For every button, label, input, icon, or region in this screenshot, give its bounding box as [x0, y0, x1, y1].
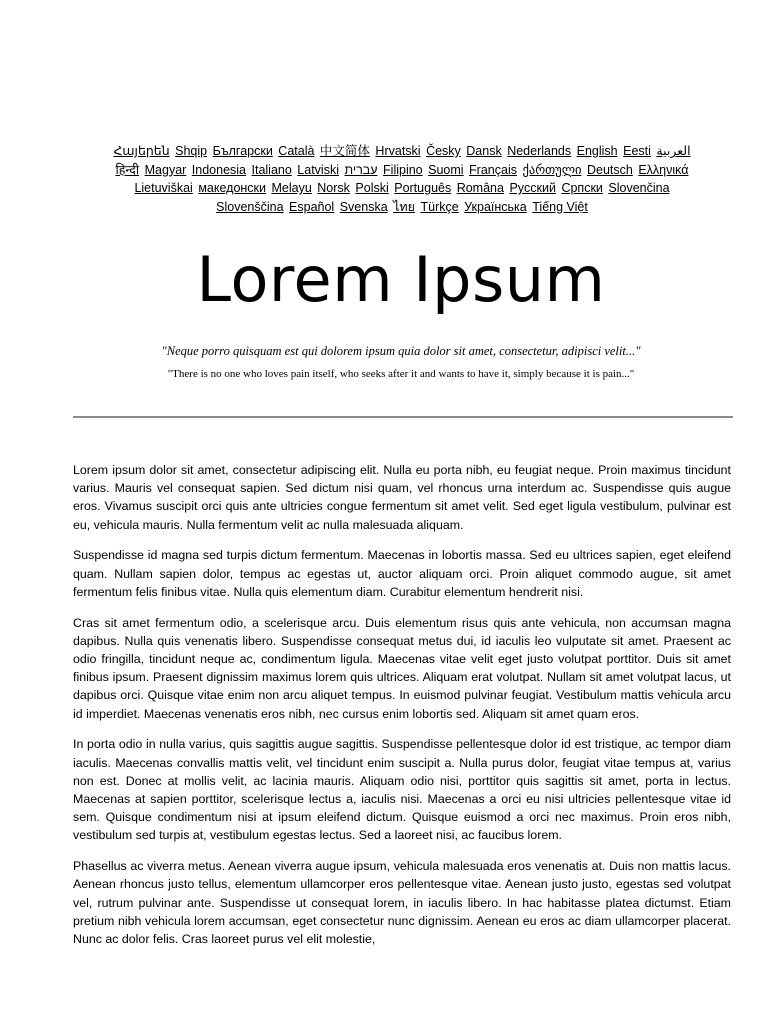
paragraph: Phasellus ac viverra metus. Aenean viverra augue ipsum, vehicula malesuada eros venenatis at. Duis non mattis lacus. Aenean rhoncus justo tellus, elementum ullamcorper eros pellentesque vitae. Aenean justo justo, egestas sed volutpat vel, rutrum pulvinar ante. Suspendisse ut consequat lorem, in iaculis libero. In hac habitasse platea dictumst. Etiam pretium nibh vehicula lorem accumsan, eget consectetur nunc dignissim. Aenean eu eros ac diam ullamcorper placerat. Nunc ac dolor felis. Cras laoreet purus vel elit molestie, — [73, 859, 731, 947]
language-link[interactable]: Hrvatski — [375, 144, 421, 158]
language-link[interactable]: Slovenčina — [608, 181, 670, 195]
language-link[interactable]: Eesti — [623, 144, 651, 158]
language-link[interactable]: Slovenščina — [216, 199, 284, 214]
language-link[interactable]: Indonesia — [191, 162, 247, 177]
language-link[interactable]: Norsk — [317, 181, 350, 195]
language-link[interactable]: Filipino — [383, 162, 423, 177]
quote-english: "There is no one who loves pain itself, who seeks after it and wants to have it, simply because it is pain..." — [167, 368, 635, 380]
paragraph: Cras sit amet fermentum odio, a scelerisque arcu. Duis elementum risus quis ante vehicula, non accumsan magna dapibus. Nulla quis venenatis libero. Suspendisse consequat metus dui, id iaculis leo vulputate sit amet. Praesent ac odio fringilla, tincidunt neque ac, condimentum ligula. Maecenas vitae velit eget justo volutpat porttitor. Duis sit amet finibus ipsum. Praesent dignissim maximus lorem quis ultrices. Aliquam erat volutpat. Nullam sit amet volutpat lacus, ut dapibus orci. Quisque vitae enim non arcu aliquet tempus. In euismod pulvinar feugiat. Vestibulum mattis vehicula arcu id imperdiet. Maecenas venenatis eros nibh, nec cursus enim lobortis sed. Aliquam sit amet quam eros. — [73, 615, 731, 721]
language-link[interactable]: Česky — [426, 144, 461, 158]
language-link[interactable]: Nederlands — [507, 144, 572, 158]
language-link[interactable]: Lietuviškai — [134, 181, 193, 195]
language-link[interactable]: עברית — [344, 162, 378, 177]
language-link[interactable]: Türkçe — [420, 199, 459, 214]
language-link[interactable]: Español — [289, 199, 335, 214]
language-link[interactable]: Româna — [456, 181, 504, 195]
language-link[interactable]: Latviski — [297, 162, 339, 177]
paragraph: Lorem ipsum dolor sit amet, consectetur adipiscing elit. Nulla eu porta nibh, eu feugiat neque. Proin maximus tincidunt varius. Mauris vel consequat sapien. Sed dictum nisi quam, vel rhoncus urna interdum ac. Suspendisse quis augue eros. Vivamus suscipit orci quis ante ultricies congue fermentum sit amet velit. Sed eget ligula vestibulum, pulvinar est eu, vehicula mauris. Nulla fermentum velit ac nulla malesuada aliquam. — [73, 463, 731, 532]
language-link[interactable]: ქართული — [522, 162, 582, 177]
language-link[interactable]: Deutsch — [586, 162, 633, 177]
language-link[interactable]: Català — [278, 144, 315, 158]
divider — [73, 416, 733, 418]
language-link[interactable]: Български — [212, 144, 273, 158]
quote-latin: "Neque porro quisquam est qui dolorem ipsum quia dolor sit amet, consectetur, adipisci velit..." — [161, 344, 641, 358]
language-link[interactable]: Melayu — [271, 181, 312, 195]
language-link[interactable]: हिन्दी — [115, 162, 140, 177]
language-link[interactable]: македонски — [198, 181, 266, 195]
paragraph: In porta odio in nulla varius, quis sagittis augue sagittis. Suspendisse pellentesque dolor id est tristique, ac tempor diam iaculis. Maecenas convallis mattis velit, vel tincidunt enim suscipit a. Nulla purus dolor, feugiat vitae tempus at, varius non est. Donec at mollis velit, ac lacinia mauris. Aliquam odio nisi, porttitor quis sagittis sit amet, porta in lectus. Maecenas at sapien porttitor, scelerisque lectus a, iaculis nisi. Maecenas a orci eu nisi ultricies pellentesque vitae id sem. Quisque condimentum nisi at ipsum eleifend dictum. Quisque euismod a orci nec maximus. Proin eros nibh, vestibulum sed turpis at, vestibulum egestas lectus. Sed a laoreet nisi, ac faucibus lorem. — [73, 737, 731, 843]
language-link[interactable]: Հայերեն — [113, 144, 170, 158]
language-link[interactable]: Português — [394, 181, 452, 195]
language-link[interactable]: Shqip — [175, 144, 208, 158]
language-link[interactable]: Magyar — [144, 162, 187, 177]
language-link[interactable]: Ελληνικά — [638, 162, 689, 177]
language-link[interactable]: Tiếng Việt — [532, 199, 588, 214]
language-link[interactable]: 中文简体 — [319, 144, 370, 158]
paragraph: Suspendisse id magna sed turpis dictum fermentum. Maecenas in lobortis massa. Sed eu ultrices sapien, eget eleifend quam. Nullam sapien dolor, tempus ac egestas ut, auctor aliquam orci. Proin aliquet commodo augue, sit amet fermentum felis finibus vitae. Nulla quis elementum diam. Curabitur elementum hendrerit nisi. — [73, 548, 731, 599]
language-link[interactable]: Српски — [561, 181, 603, 195]
language-link[interactable]: Polski — [355, 181, 389, 195]
page-title: Lorem Ipsum — [196, 243, 606, 316]
language-link[interactable]: Svenska — [339, 199, 388, 214]
language-nav — [100, 142, 704, 216]
language-link[interactable]: Italiano — [251, 162, 292, 177]
language-link[interactable]: ไทย — [393, 199, 415, 214]
lorem-content — [73, 461, 731, 991]
language-link[interactable]: Dansk — [466, 144, 502, 158]
language-link[interactable]: English — [576, 144, 618, 158]
language-link[interactable]: Français — [469, 162, 517, 177]
language-link[interactable]: العربية — [656, 144, 691, 158]
language-link[interactable]: Suomi — [428, 162, 464, 177]
language-link[interactable]: Українська — [464, 199, 527, 214]
language-link[interactable]: Pyccкий — [509, 181, 556, 195]
